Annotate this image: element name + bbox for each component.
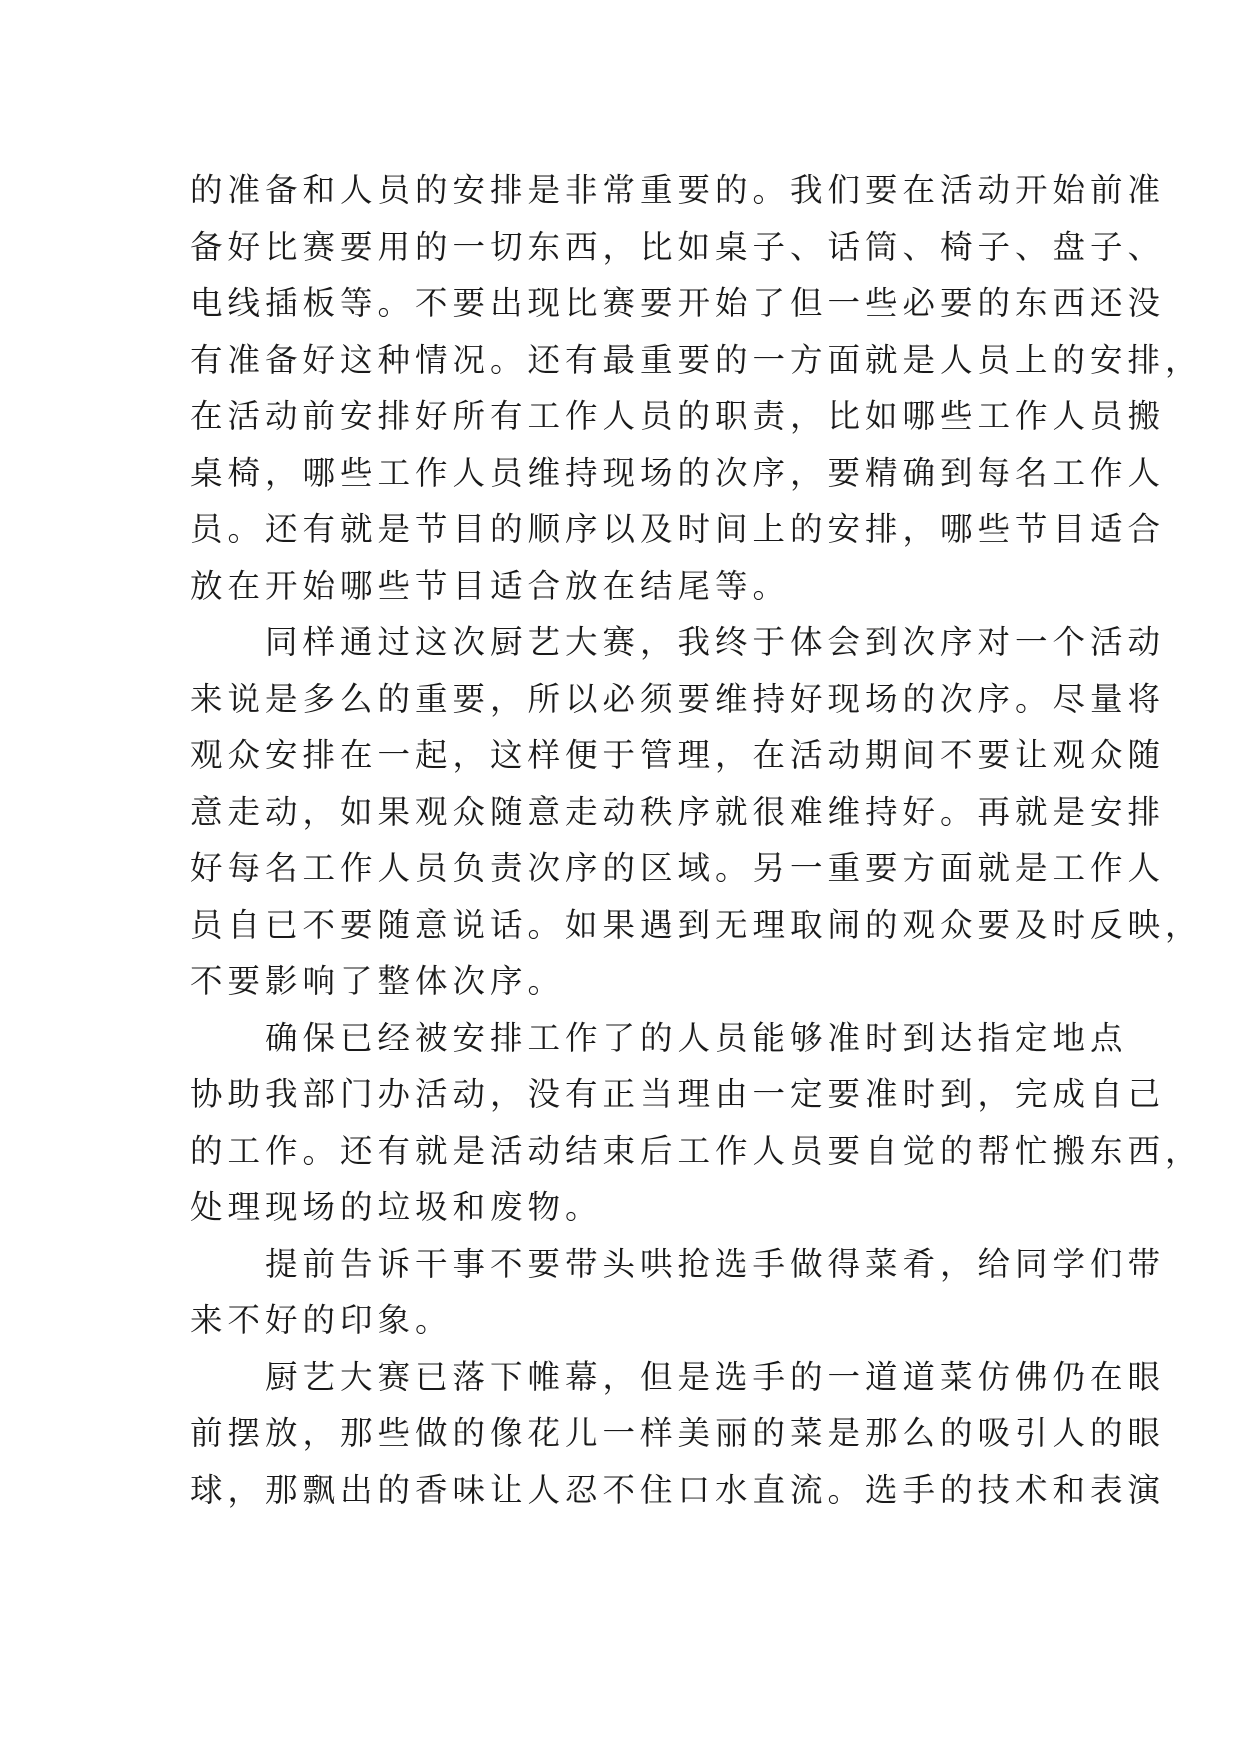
text-line: 放在开始哪些节目适合放在结尾等。 [190, 566, 791, 605]
text-line: 员。还有就是节目的顺序以及时间上的安排，哪些节目适合 [190, 510, 1166, 548]
text-line: 观众安排在一起，这样便于管理，在活动期间不要让观众随 [190, 736, 1166, 774]
text-line: 员自已不要随意说话。如果遇到无理取闹的观众要及时反映， [190, 905, 1203, 944]
text-line: 同样通过这次厨艺大赛，我终于体会到次序对一个活动 [190, 623, 1166, 661]
text-line: 前摆放，那些做的像花儿一样美丽的菜是那么的吸引人的眼 [190, 1414, 1166, 1452]
text-line: 桌椅，哪些工作人员维持现场的次序，要精确到每名工作人 [190, 453, 1166, 492]
text-line: 意走动，如果观众随意走动秩序就很难维持好。再就是安排 [190, 792, 1166, 831]
text-line: 好每名工作人员负责次序的区域。另一重要方面就是工作人 [190, 849, 1166, 887]
body-text [190, 162, 1203, 1518]
text-line: 有准备好这种情况。还有最重要的一方面就是人员上的安排， [190, 340, 1203, 379]
text-line: 确保已经被安排工作了的人员能够准时到达指定地点 [190, 1018, 1128, 1057]
text-line: 协助我部门办活动，没有正当理由一定要准时到，完成自己 [190, 1075, 1166, 1113]
text-line: 备好比赛要用的一切东西，比如桌子、话筒、椅子、盘子、 [190, 227, 1166, 266]
text-line: 处理现场的垃圾和废物。 [190, 1188, 603, 1226]
text-line: 不要影响了整体次序。 [190, 962, 566, 1000]
text-line: 的准备和人员的安排是非常重要的。我们要在活动开始前准 [190, 171, 1166, 209]
text-line: 电线插板等。不要出现比赛要开始了但一些必要的东西还没 [190, 284, 1166, 322]
text-line: 的工作。还有就是活动结束后工作人员要自觉的帮忙搬东西， [190, 1131, 1203, 1170]
text-line: 在活动前安排好所有工作人员的职责，比如哪些工作人员搬 [190, 397, 1166, 435]
text-line: 来说是多么的重要，所以必须要维持好现场的次序。尽量将 [190, 679, 1166, 718]
text-line: 来不好的印象。 [190, 1301, 453, 1339]
text-line: 球，那飘出的香味让人忍不住口水直流。选手的技术和表演 [190, 1470, 1166, 1509]
text-line: 提前告诉干事不要带头哄抢选手做得菜肴，给同学们带 [190, 1244, 1166, 1283]
text-line: 厨艺大赛已落下帷幕，但是选手的一道道菜仿佛仍在眼 [190, 1357, 1166, 1396]
